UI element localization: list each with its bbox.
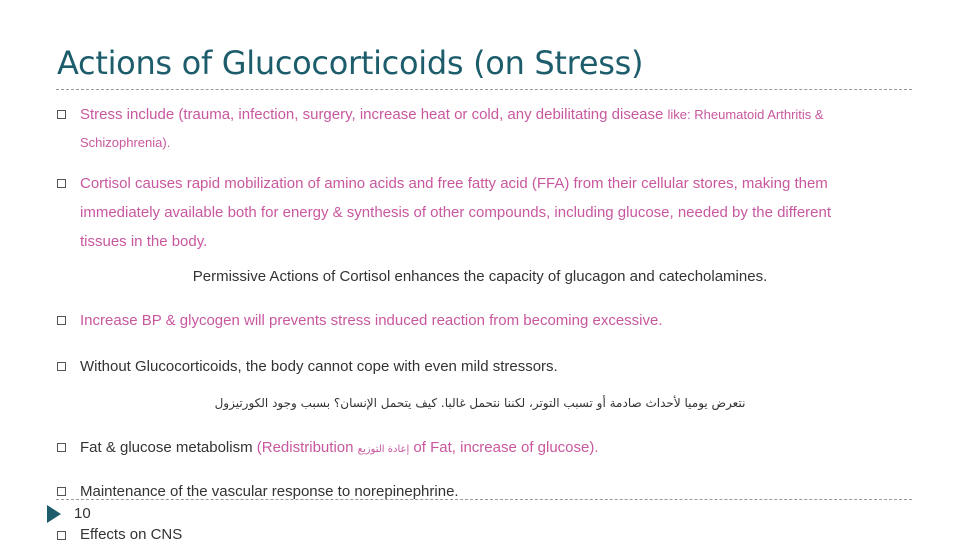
slide-title: Actions of Glucocorticoids (on Stress) (57, 44, 644, 82)
arabic-note: نتعرض يوميا لأحداث صادمة أو تسبب التوتر، لكننا نتحمل غالبا. كيف يتحمل الإنسان؟ بسبب وجود الكورتيزول (214, 396, 746, 410)
redistribution-label: (Redistribution (256, 439, 354, 456)
fat-glucose-label: Fat & glucose metabolism (80, 439, 253, 456)
vascular-response-text: Maintenance of the vascular response to norepinephrine. (80, 483, 459, 500)
bullet-icon (57, 362, 66, 371)
stress-main-text: Stress include (trauma, infection, surgery, increase heat or cold, any debilitating disease (80, 106, 664, 123)
bullet-icon (57, 110, 66, 119)
stress-example-text: like: Rheumatoid Arthritis & (667, 107, 824, 122)
cortisol-line-3: tissues in the body. (80, 233, 208, 250)
play-icon[interactable] (47, 505, 61, 523)
footer-divider (56, 499, 912, 500)
bullet-stress-text (80, 106, 824, 123)
redistribution-arabic: إعادة التوزيع (357, 444, 410, 455)
page-number: 10 (74, 505, 91, 522)
fat-glucose-text (80, 439, 599, 456)
bullet-icon (57, 443, 66, 452)
title-divider (56, 89, 912, 90)
cns-effects-text: Effects on CNS (80, 526, 183, 543)
redistribution-detail: of Fat, increase of glucose). (413, 439, 599, 456)
permissive-actions-heading: Permissive Actions of Cortisol enhances the capacity of glucagon and catecholamines. (192, 268, 768, 285)
cortisol-line-2: immediately available both for energy & synthesis of other compounds, including glucose, needed by the different (80, 204, 832, 221)
bullet-icon (57, 531, 66, 540)
without-glucocorticoids-text: Without Glucocorticoids, the body cannot cope with even mild stressors. (80, 358, 558, 375)
bullet-icon (57, 487, 66, 496)
bp-glycogen-text: Increase BP & glycogen will prevents stress induced reaction from becoming excessive. (80, 312, 663, 329)
bullet-icon (57, 179, 66, 188)
cortisol-line-1: Cortisol causes rapid mobilization of amino acids and free fatty acid (FFA) from their cellular stores, making them (80, 175, 828, 192)
bullet-icon (57, 316, 66, 325)
stress-example-continued: Schizophrenia). (80, 135, 171, 150)
